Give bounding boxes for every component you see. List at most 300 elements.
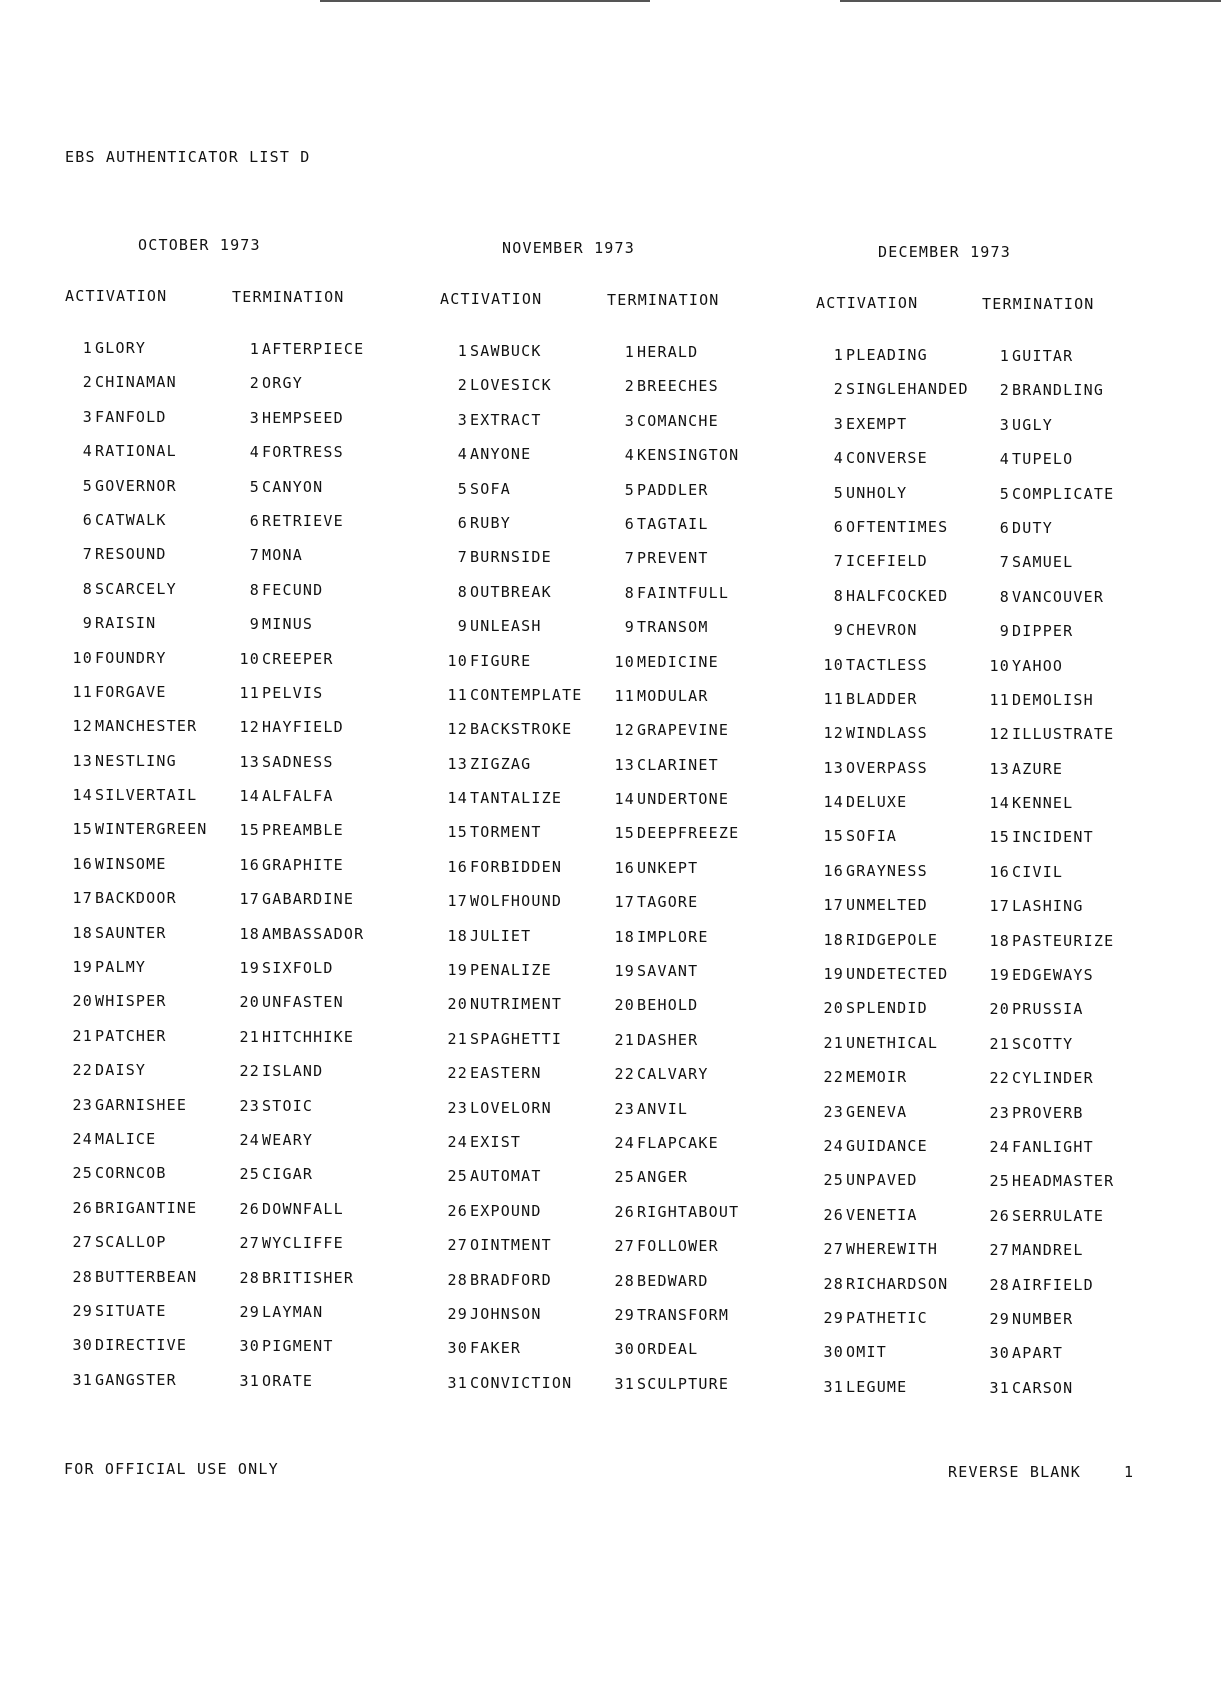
entry-word: DEMOLISH xyxy=(1012,690,1094,709)
termination-entry xyxy=(230,615,364,649)
entry-number: 5 xyxy=(833,483,844,502)
entry-number: 7 xyxy=(833,552,844,571)
entry-number: 19 xyxy=(823,965,844,984)
activation-entry xyxy=(814,1068,969,1102)
entry-number: 25 xyxy=(823,1171,844,1190)
termination-entry xyxy=(980,588,1114,622)
termination-entry xyxy=(980,828,1114,862)
entry-word: GRAPHITE xyxy=(262,855,344,874)
termination-entry xyxy=(230,546,364,580)
entry-word: HEMPSEED xyxy=(262,408,344,427)
entry-number: 26 xyxy=(614,1202,635,1221)
entry-number: 15 xyxy=(239,821,260,840)
entry-word: CIGAR xyxy=(262,1165,314,1184)
termination-entry xyxy=(230,718,364,752)
entry-number: 14 xyxy=(614,790,635,809)
classification-footer: FOR OFFICIAL USE ONLY xyxy=(64,1460,279,1478)
entry-word: RETRIEVE xyxy=(262,511,344,530)
entry-word: FAINTFULL xyxy=(637,583,730,602)
entry-number: 10 xyxy=(989,656,1010,675)
entry-word: CHEVRON xyxy=(846,621,918,640)
entry-word: FIGURE xyxy=(470,651,532,670)
entry-number: 28 xyxy=(614,1271,635,1290)
entry-word: FLAPCAKE xyxy=(637,1133,719,1152)
entry-word: PROVERB xyxy=(1012,1103,1084,1122)
entry-number: 27 xyxy=(239,1234,260,1253)
entry-word: WHEREWITH xyxy=(846,1240,939,1259)
entry-number: 7 xyxy=(624,549,635,568)
entry-word: MONA xyxy=(262,546,303,565)
termination-entry xyxy=(980,347,1114,381)
entry-number: 23 xyxy=(72,1095,93,1114)
entry-number: 22 xyxy=(447,1064,468,1083)
entry-word: TANTALIZE xyxy=(470,789,563,808)
activation-entry xyxy=(814,1343,969,1377)
entry-word: GOVERNOR xyxy=(95,476,177,495)
termination-entry xyxy=(230,443,364,477)
entry-word: SAVANT xyxy=(637,962,699,981)
entry-number: 17 xyxy=(823,896,844,915)
termination-entry xyxy=(605,1168,739,1202)
activation-entry xyxy=(814,518,969,552)
termination-entry xyxy=(230,684,364,718)
entry-word: RESOUND xyxy=(95,545,167,564)
entry-word: UNPAVED xyxy=(846,1171,918,1190)
entry-number: 25 xyxy=(989,1172,1010,1191)
termination-entry xyxy=(230,1131,364,1165)
activation-entry xyxy=(814,1171,969,1205)
entry-word: WINSOME xyxy=(95,854,167,873)
entry-word: TRANSFORM xyxy=(637,1305,730,1324)
entry-word: PELVIS xyxy=(262,683,324,702)
entry-number: 17 xyxy=(72,889,93,908)
entry-word: ILLUSTRATE xyxy=(1012,725,1115,744)
entry-number: 13 xyxy=(823,758,844,777)
entry-number: 31 xyxy=(823,1377,844,1396)
entry-word: IMPLORE xyxy=(637,927,709,946)
entry-word: MODULAR xyxy=(637,686,709,705)
termination-entry xyxy=(230,890,364,924)
entry-number: 22 xyxy=(989,1069,1010,1088)
entry-number: 12 xyxy=(823,724,844,743)
entry-word: EXIST xyxy=(470,1132,522,1151)
entry-number: 29 xyxy=(239,1302,260,1321)
entry-word: SCALLOP xyxy=(95,1233,167,1252)
entry-word: AIRFIELD xyxy=(1012,1275,1094,1294)
termination-entry xyxy=(980,416,1114,450)
entry-number: 7 xyxy=(457,548,468,567)
entry-word: SAUNTER xyxy=(95,923,167,942)
entry-word: ANYONE xyxy=(470,445,532,464)
entry-number: 9 xyxy=(82,614,93,633)
entry-word: SPLENDID xyxy=(846,999,928,1018)
activation-entry xyxy=(814,621,969,655)
termination-header: TERMINATION xyxy=(232,288,345,306)
activation-entry xyxy=(438,548,583,582)
entry-number: 15 xyxy=(989,828,1010,847)
entry-number: 5 xyxy=(624,480,635,499)
entry-word: JOHNSON xyxy=(470,1304,542,1323)
entry-number: 26 xyxy=(823,1205,844,1224)
activation-entry xyxy=(63,1268,208,1302)
activation-list xyxy=(438,342,583,1408)
activation-entry xyxy=(814,346,969,380)
entry-number: 23 xyxy=(614,1099,635,1118)
reverse-blank-note: REVERSE BLANK xyxy=(948,1463,1081,1481)
entry-number: 23 xyxy=(823,1102,844,1121)
entry-word: BEDWARD xyxy=(637,1271,709,1290)
activation-entry xyxy=(814,1309,969,1343)
entry-word: MANCHESTER xyxy=(95,717,198,736)
termination-entry xyxy=(230,856,364,890)
entry-number: 1 xyxy=(82,339,93,357)
termination-entry xyxy=(605,1031,739,1065)
activation-entry xyxy=(814,690,969,724)
activation-entry xyxy=(438,995,583,1029)
termination-entry xyxy=(230,409,364,443)
entry-number: 26 xyxy=(989,1206,1010,1225)
activation-entry xyxy=(438,927,583,961)
entry-number: 18 xyxy=(989,931,1010,950)
month-title: NOVEMBER 1973 xyxy=(502,239,635,257)
entry-number: 16 xyxy=(823,861,844,880)
entry-word: SITUATE xyxy=(95,1301,167,1320)
entry-word: SERRULATE xyxy=(1012,1206,1105,1225)
entry-number: 28 xyxy=(447,1270,468,1289)
activation-entry xyxy=(814,1275,969,1309)
termination-entry xyxy=(230,993,364,1027)
termination-list xyxy=(980,347,1114,1413)
entry-number: 20 xyxy=(447,995,468,1014)
entry-word: PENALIZE xyxy=(470,961,552,980)
activation-entry xyxy=(63,958,208,992)
activation-entry xyxy=(438,514,583,548)
activation-entry xyxy=(63,1164,208,1198)
entry-word: FECUND xyxy=(262,580,324,599)
activation-header: ACTIVATION xyxy=(440,290,543,308)
entry-number: 10 xyxy=(72,648,93,667)
termination-entry xyxy=(605,481,739,515)
termination-entry xyxy=(980,932,1114,966)
entry-number: 9 xyxy=(457,617,468,636)
entry-number: 3 xyxy=(249,408,260,427)
entry-number: 18 xyxy=(72,923,93,942)
entry-word: GUIDANCE xyxy=(846,1136,928,1155)
entry-word: SADNESS xyxy=(262,752,334,771)
activation-entry xyxy=(63,339,208,373)
entry-word: MANDREL xyxy=(1012,1241,1084,1260)
termination-entry xyxy=(230,1269,364,1303)
activation-entry xyxy=(438,1339,583,1373)
entry-word: BRANDLING xyxy=(1012,381,1105,400)
termination-entry xyxy=(980,1138,1114,1172)
activation-entry xyxy=(63,511,208,545)
activation-entry xyxy=(438,823,583,857)
entry-word: EXPOUND xyxy=(470,1201,542,1220)
entry-word: COMANCHE xyxy=(637,411,719,430)
entry-number: 28 xyxy=(239,1268,260,1287)
entry-word: FORTRESS xyxy=(262,443,344,462)
termination-entry xyxy=(980,1310,1114,1344)
entry-word: UNLEASH xyxy=(470,617,542,636)
entry-word: NUTRIMENT xyxy=(470,995,563,1014)
entry-word: SOFA xyxy=(470,479,511,498)
entry-number: 15 xyxy=(614,824,635,843)
activation-entry xyxy=(814,449,969,483)
termination-entry xyxy=(605,1134,739,1168)
termination-entry xyxy=(230,787,364,821)
entry-number: 29 xyxy=(823,1308,844,1327)
termination-entry xyxy=(980,1000,1114,1034)
entry-number: 6 xyxy=(82,510,93,529)
entry-number: 17 xyxy=(447,892,468,911)
termination-list xyxy=(605,343,739,1409)
entry-number: 6 xyxy=(624,514,635,533)
entry-number: 28 xyxy=(989,1275,1010,1294)
entry-word: WINDLASS xyxy=(846,724,928,743)
activation-entry xyxy=(814,656,969,690)
activation-entry xyxy=(63,1130,208,1164)
entry-number: 3 xyxy=(624,411,635,430)
entry-number: 24 xyxy=(447,1132,468,1151)
activation-entry xyxy=(438,789,583,823)
entry-number: 12 xyxy=(989,725,1010,744)
entry-number: 3 xyxy=(457,410,468,429)
termination-entry xyxy=(605,928,739,962)
entry-word: CONVERSE xyxy=(846,449,928,468)
entry-number: 24 xyxy=(823,1136,844,1155)
entry-word: TAGORE xyxy=(637,893,699,912)
entry-number: 5 xyxy=(82,476,93,495)
termination-entry xyxy=(230,1097,364,1131)
termination-entry xyxy=(230,1062,364,1096)
entry-number: 2 xyxy=(82,373,93,392)
termination-entry xyxy=(605,446,739,480)
entry-word: SPAGHETTI xyxy=(470,1029,563,1048)
entry-number: 6 xyxy=(457,513,468,532)
entry-word: SAMUEL xyxy=(1012,553,1074,572)
entry-word: ORDEAL xyxy=(637,1340,699,1359)
entry-number: 6 xyxy=(249,511,260,530)
activation-entry xyxy=(438,720,583,754)
activation-entry xyxy=(63,408,208,442)
entry-number: 21 xyxy=(614,1030,635,1049)
entry-word: UGLY xyxy=(1012,415,1053,434)
termination-entry xyxy=(605,1306,739,1340)
termination-entry xyxy=(980,794,1114,828)
entry-word: CLARINET xyxy=(637,755,719,774)
activation-entry xyxy=(438,858,583,892)
entry-word: OUTBREAK xyxy=(470,582,552,601)
entry-word: GRAYNESS xyxy=(846,861,928,880)
entry-number: 21 xyxy=(989,1034,1010,1053)
entry-word: FORBIDDEN xyxy=(470,857,563,876)
entry-word: RUBY xyxy=(470,513,511,532)
termination-entry xyxy=(605,962,739,996)
month-title: OCTOBER 1973 xyxy=(138,236,261,254)
entry-word: RICHARDSON xyxy=(846,1274,949,1293)
entry-number: 3 xyxy=(82,407,93,426)
entry-number: 16 xyxy=(239,855,260,874)
entry-word: EXTRACT xyxy=(470,410,542,429)
activation-entry xyxy=(814,484,969,518)
entry-number: 7 xyxy=(82,545,93,564)
entry-number: 4 xyxy=(833,449,844,468)
activation-entry xyxy=(814,1034,969,1068)
entry-word: YAHOO xyxy=(1012,656,1064,675)
activation-entry xyxy=(63,889,208,923)
entry-number: 18 xyxy=(614,927,635,946)
entry-number: 14 xyxy=(989,794,1010,813)
entry-word: AZURE xyxy=(1012,759,1064,778)
activation-entry xyxy=(814,862,969,896)
entry-word: WINTERGREEN xyxy=(95,820,208,839)
entry-word: OINTMENT xyxy=(470,1236,552,1255)
entry-word: SINGLEHANDED xyxy=(846,380,969,399)
termination-entry xyxy=(980,485,1114,519)
entry-number: 2 xyxy=(457,376,468,395)
entry-word: BUTTERBEAN xyxy=(95,1267,198,1286)
activation-entry xyxy=(438,1099,583,1133)
entry-word: DEEPFREEZE xyxy=(637,824,740,843)
entry-word: TORMENT xyxy=(470,823,542,842)
termination-entry xyxy=(980,863,1114,897)
termination-entry xyxy=(980,381,1114,415)
activation-entry xyxy=(438,480,583,514)
entry-number: 9 xyxy=(624,618,635,637)
entry-number: 7 xyxy=(249,546,260,565)
entry-number: 4 xyxy=(624,446,635,465)
entry-word: DASHER xyxy=(637,1030,699,1049)
activation-entry xyxy=(63,752,208,786)
termination-entry xyxy=(980,966,1114,1000)
entry-number: 2 xyxy=(249,374,260,393)
termination-entry xyxy=(605,1375,739,1409)
activation-entry xyxy=(438,892,583,926)
entry-number: 20 xyxy=(823,999,844,1018)
entry-word: CATWALK xyxy=(95,510,167,529)
entry-number: 30 xyxy=(823,1343,844,1362)
entry-word: DIRECTIVE xyxy=(95,1336,188,1355)
entry-number: 11 xyxy=(72,682,93,701)
entry-number: 25 xyxy=(239,1165,260,1184)
entry-word: TAGTAIL xyxy=(637,514,709,533)
entry-number: 30 xyxy=(447,1339,468,1358)
entry-word: CONVICTION xyxy=(470,1373,573,1392)
entry-word: ORATE xyxy=(262,1371,314,1390)
activation-entry xyxy=(438,686,583,720)
entry-word: HALFCOCKED xyxy=(846,586,949,605)
entry-number: 29 xyxy=(447,1304,468,1323)
entry-word: ANGER xyxy=(637,1168,689,1187)
entry-word: OFTENTIMES xyxy=(846,517,949,536)
entry-word: SIXFOLD xyxy=(262,959,334,978)
entry-word: CALVARY xyxy=(637,1065,709,1084)
termination-entry xyxy=(980,1276,1114,1310)
termination-header: TERMINATION xyxy=(607,291,720,309)
entry-word: RAISIN xyxy=(95,614,157,633)
activation-header: ACTIVATION xyxy=(816,294,919,312)
entry-number: 16 xyxy=(447,857,468,876)
entry-number: 15 xyxy=(72,820,93,839)
termination-entry xyxy=(230,650,364,684)
activation-entry xyxy=(438,411,583,445)
entry-number: 13 xyxy=(447,754,468,773)
entry-number: 19 xyxy=(72,958,93,977)
activation-entry xyxy=(438,1236,583,1270)
termination-entry xyxy=(605,721,739,755)
entry-word: UNMELTED xyxy=(846,896,928,915)
entry-number: 21 xyxy=(72,1026,93,1045)
entry-number: 10 xyxy=(447,651,468,670)
activation-entry xyxy=(438,652,583,686)
entry-word: CIVIL xyxy=(1012,862,1064,881)
activation-entry xyxy=(438,445,583,479)
entry-number: 17 xyxy=(989,897,1010,916)
termination-entry xyxy=(605,412,739,446)
activation-entry xyxy=(814,896,969,930)
entry-number: 24 xyxy=(239,1130,260,1149)
entry-number: 19 xyxy=(447,961,468,980)
entry-number: 4 xyxy=(457,445,468,464)
entry-number: 19 xyxy=(614,962,635,981)
entry-word: ICEFIELD xyxy=(846,552,928,571)
termination-entry xyxy=(605,893,739,927)
entry-number: 27 xyxy=(72,1233,93,1252)
entry-number: 22 xyxy=(823,1068,844,1087)
entry-word: BEHOLD xyxy=(637,996,699,1015)
entry-number: 18 xyxy=(823,930,844,949)
termination-entry xyxy=(605,653,739,687)
entry-number: 27 xyxy=(447,1236,468,1255)
activation-entry xyxy=(63,855,208,889)
activation-entry xyxy=(63,924,208,958)
termination-list xyxy=(230,340,364,1406)
entry-word: MEDICINE xyxy=(637,652,719,671)
activation-entry xyxy=(814,999,969,1033)
entry-word: MEMOIR xyxy=(846,1068,908,1087)
entry-word: NESTLING xyxy=(95,751,177,770)
entry-number: 14 xyxy=(823,793,844,812)
termination-entry xyxy=(605,1100,739,1134)
entry-word: TACTLESS xyxy=(846,655,928,674)
termination-entry xyxy=(605,343,739,377)
activation-entry xyxy=(63,545,208,579)
entry-word: GLORY xyxy=(95,339,147,357)
entry-word: PADDLER xyxy=(637,480,709,499)
entry-number: 9 xyxy=(249,615,260,634)
termination-entry xyxy=(980,553,1114,587)
activation-entry xyxy=(63,683,208,717)
entry-word: RIDGEPOLE xyxy=(846,930,939,949)
termination-entry xyxy=(605,824,739,858)
activation-entry xyxy=(438,617,583,651)
activation-entry xyxy=(63,477,208,511)
entry-word: BACKSTROKE xyxy=(470,720,573,739)
entry-number: 24 xyxy=(614,1133,635,1152)
termination-header: TERMINATION xyxy=(982,295,1095,313)
activation-entry xyxy=(438,1167,583,1201)
entry-word: DOWNFALL xyxy=(262,1199,344,1218)
entry-word: NUMBER xyxy=(1012,1309,1074,1328)
entry-number: 24 xyxy=(989,1137,1010,1156)
entry-word: BURNSIDE xyxy=(470,548,552,567)
entry-number: 14 xyxy=(72,786,93,805)
entry-word: FANFOLD xyxy=(95,407,167,426)
entry-word: EDGEWAYS xyxy=(1012,966,1094,985)
termination-entry xyxy=(980,1104,1114,1138)
entry-number: 13 xyxy=(239,752,260,771)
